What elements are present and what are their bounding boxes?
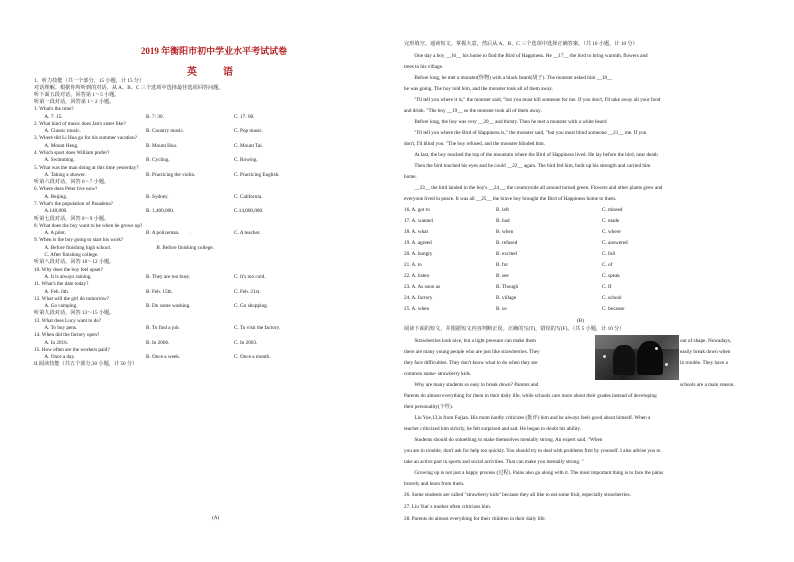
- question-line: [34, 318, 101, 324]
- question-option-b: B. Do some washing.: [146, 303, 191, 309]
- question-option-b: B. A policeman. .: [146, 230, 192, 236]
- question-text: 3. Where did Li Hua go for his summer vacation?: [34, 135, 138, 141]
- strawberry-kids-photo: [595, 335, 679, 380]
- question-text: 2. What kind of music does Jan's sister like?: [34, 121, 126, 127]
- question-option-b: B. In 2006.: [146, 340, 170, 346]
- question-line: [34, 186, 97, 192]
- cloze-text: __23__ the bird landed in the boy's __24__, the countryside all around turned green. Flowers and other plants grew and: [404, 185, 663, 191]
- question-text: A. 7: 15.: [34, 114, 63, 120]
- question-text: A. Taking a shower.: [34, 172, 86, 178]
- reading-text: Why are many students so easy to break down? Parents and: [404, 382, 539, 388]
- question-text: 听第六段对话，回答 6～7 小题。: [34, 179, 110, 185]
- cloze-option-option-c: C. of: [602, 262, 613, 268]
- cloze-option-text: 25. A. when: [404, 306, 430, 312]
- question-line: [34, 259, 114, 265]
- question-option-c: C. Go shopping.: [234, 303, 269, 309]
- cloze-option-option-b: B. see: [496, 273, 509, 279]
- cloze-line: [404, 41, 638, 47]
- question-option-b: B. They are too busy.: [146, 274, 191, 280]
- question-line: [34, 114, 255, 120]
- cloze-text: "I'll tell you where the Bird of Happiness is," the monster said, "but you must blind someone __21__ me. If you: [404, 130, 647, 136]
- question-text: II.阅读技能（共五个部分,30 小题，计 50 分）: [34, 361, 138, 367]
- question-line: [34, 85, 224, 91]
- cloze-text: One day a boy __16__ his home to find the Bird of Happiness. He __17__ the bird to bring warmth, flowers and: [404, 53, 648, 59]
- reading-line: [404, 470, 663, 476]
- cloze-text: home.: [404, 174, 417, 180]
- reading-text-right: easily break down when: [680, 349, 731, 355]
- question-line: [34, 296, 109, 302]
- reading-line: [404, 338, 732, 344]
- question-option-c: C. Rowing.: [234, 157, 258, 163]
- question-line: [34, 267, 103, 273]
- cloze-option-option-b: B. so: [496, 306, 507, 312]
- cloze-line: [404, 75, 612, 81]
- cloze-option-option-b: B. left: [496, 207, 509, 213]
- question-text: 13. What does Lucy want to do?: [34, 318, 102, 324]
- reading-text: Parents do almost everything for them in their daily life, while schools care more about their grades instead of developing: [404, 393, 657, 399]
- question-line: [34, 92, 120, 98]
- reading-line: [404, 426, 581, 432]
- question-text: A. Feb. 6th.: [34, 289, 70, 295]
- question-option-b: B. Practicing the violin.: [146, 172, 196, 178]
- reading-line: [404, 349, 731, 355]
- reading-text: 26. Some students are called "strawberry kids" because they all like to eat some fruit, especially strawberries.: [404, 492, 631, 498]
- cloze-option-line: [404, 262, 613, 268]
- cloze-option-option-c: C. school: [602, 295, 622, 301]
- question-line: [34, 121, 126, 127]
- question-text: 听第七段对话，回答 8～9 小题。: [34, 216, 110, 222]
- cloze-option-line: [404, 240, 628, 246]
- cloze-text: Before long, he met a monster(怪物) with a black beard(胡子). The monster asked him __18__: [404, 75, 613, 81]
- cloze-text: At last, the boy reached the top of the mountain where the Bird of Happiness lived. He lay before the bird, near death: [404, 152, 658, 158]
- reading-text: you are in trouble, don't ask for help too quickly. You should try to deal with problems first by yourself. I also advise you to: [404, 448, 661, 454]
- question-line: [34, 252, 98, 258]
- reading-text: Growing up is not just a happy process (过程). Pains also go along with it. The most important thing is to face the pains: [404, 470, 664, 476]
- cloze-text: don't, I'll blind you. "The boy refused, and the monster blinded him.: [404, 141, 545, 147]
- question-text: 12. What will the girl do tomorrow?: [34, 296, 109, 302]
- cloze-line: [404, 141, 545, 147]
- reading-text: they face difficulties. They don't know what to do when they are: [404, 360, 538, 366]
- cloze-option-line: [404, 207, 623, 213]
- question-option-c: C. In 2003.: [234, 340, 258, 346]
- cloze-option-line: [404, 273, 620, 279]
- reading-text: common name- strawberry kids.: [404, 371, 472, 377]
- question-text: A. Go camping.: [34, 303, 78, 309]
- cloze-line: [404, 108, 542, 114]
- reading-text: there are many young people who are just like strawberries. They: [404, 349, 540, 355]
- question-text: 5. What was the man doing at this time yesterday?: [34, 165, 139, 171]
- cloze-option-text: 16. A. got to: [404, 207, 430, 213]
- question-line: [34, 332, 99, 338]
- cloze-option-text: 23. A. As soon as: [404, 284, 441, 290]
- cloze-option-option-b: B. for: [496, 262, 509, 268]
- cloze-option-option-b: B. refused: [496, 240, 518, 246]
- question-text: 1. What's the time?: [34, 106, 74, 112]
- question-text: 听第九段对话，回答 13～15 小题。: [34, 310, 115, 316]
- right-column: [404, 0, 786, 562]
- question-text: 10. Why does the boy feel upset?: [34, 267, 103, 273]
- reading-line: [404, 459, 584, 465]
- question-text: 听下面五段对话，回答第 1～5 小题。: [34, 92, 120, 98]
- question-line: [34, 78, 144, 84]
- cloze-option-option-b: B. had: [496, 218, 510, 224]
- cloze-option-option-c: C. because: [602, 306, 625, 312]
- cloze-option-text: 22. A. listen: [404, 273, 430, 279]
- question-text: A. Once a day.: [34, 354, 76, 360]
- cloze-option-option-b: B. Though: [496, 284, 519, 290]
- question-option-c: C. 17: 00.: [234, 114, 255, 120]
- question-line: [34, 165, 139, 171]
- reading-line: [404, 326, 624, 332]
- question-option-b: B. Once a week.: [146, 354, 181, 360]
- question-line: [34, 289, 261, 295]
- question-text: 1、听力技能（共一个部分，15 小题，计 15 分）: [34, 78, 145, 84]
- reading-line: [404, 504, 491, 510]
- question-text: A. Before finishing high school.: [34, 245, 112, 251]
- question-option-c: C. Practicing English.: [234, 172, 280, 178]
- question-line: [34, 157, 258, 163]
- left-column: [34, 0, 400, 562]
- question-text: 14. When did the factory open?: [34, 332, 100, 338]
- cloze-option-text: 17. A. wanted: [404, 218, 433, 224]
- question-line: [34, 361, 137, 367]
- cloze-option-line: [404, 284, 612, 290]
- cloze-text: 完形填空。通读短文，掌握大意，然后从 A、B、C 三个选项中选择正确答案。（共 10 小题，计 10 分）: [404, 41, 638, 47]
- question-line: [34, 99, 114, 105]
- cloze-option-option-c: C. full: [602, 251, 616, 257]
- question-option-c: C. Mount Tai.: [234, 143, 263, 149]
- question-line: [34, 230, 261, 236]
- question-line: [34, 281, 88, 287]
- question-text: A. In 2016.: [34, 340, 69, 346]
- question-line: [34, 340, 258, 346]
- question-text: 4. Which sport does William prefer?: [34, 150, 110, 156]
- exam-subject: 英 语: [187, 67, 241, 78]
- question-option-c: C. Once a month.: [234, 354, 271, 360]
- question-line: [34, 237, 123, 243]
- question-line: [34, 106, 74, 112]
- question-line: [34, 201, 113, 207]
- question-line: [34, 303, 269, 309]
- reading-line: [404, 516, 546, 522]
- question-line: [34, 150, 109, 156]
- cloze-option-line: [404, 306, 625, 312]
- question-text: A. Beijing.: [34, 194, 68, 200]
- question-text: A. Swimming.: [34, 157, 75, 163]
- question-text: A. Mount Heng.: [34, 143, 79, 149]
- cloze-line: [404, 130, 646, 136]
- question-text: 对话理解。根据你所听到的对话，从 A、B、C 三个选项中选择最佳选项回答问题。: [34, 85, 224, 91]
- question-line: [34, 274, 266, 280]
- question-option-b: B. To find a job.: [146, 325, 180, 331]
- cloze-line: [404, 196, 616, 202]
- reading-line: [404, 437, 602, 443]
- cloze-option-option-c: C. made: [602, 218, 620, 224]
- reading-text-right: schools are a main reason.: [680, 382, 735, 388]
- question-line: [34, 216, 109, 222]
- question-option-b: B. Sydney.: [146, 194, 169, 200]
- cloze-line: [404, 119, 607, 125]
- reading-text-right: out of shape. Nowadays,: [680, 338, 732, 344]
- reading-text: Students should do something to make themselves mentally strong. An expert said, "When: [404, 437, 603, 443]
- reading-line: [404, 415, 650, 421]
- question-line: [34, 354, 271, 360]
- reading-line: [404, 393, 657, 399]
- question-line: [34, 128, 264, 134]
- question-option-c: C. A teacher.: [234, 230, 261, 236]
- reading-line: [404, 382, 735, 388]
- cloze-option-option-c: C. missed: [602, 207, 623, 213]
- reading-line: [404, 360, 728, 366]
- cloze-option-line: [404, 229, 621, 235]
- cloze-text: Before long, the boy was very __20__ and thirsty. Then he met a monster with a white beard: [404, 119, 607, 125]
- cloze-option-text: 21. A. to: [404, 262, 422, 268]
- reading-text: teacher criticized him strictly, he felt surprised and sad. He began to doubt his ability.: [404, 426, 581, 432]
- question-option-c: C. Pop music.: [234, 128, 264, 134]
- question-option-c: C. To visit the factory.: [234, 325, 281, 331]
- reading-text: Liu Yue,13,is from Fujian. His mom hardly criticizes (批评) him and he always feels good about himself. When a: [404, 415, 651, 421]
- page-label-a: (A): [212, 515, 220, 521]
- page-label-b: (B): [577, 318, 584, 324]
- question-line: [34, 245, 214, 251]
- cloze-option-option-b: B. when: [496, 229, 514, 235]
- question-text: 7. What's the population of Pasadena?: [34, 201, 113, 207]
- question-text: C. After finishing college.: [34, 252, 99, 258]
- question-text: A. A pilot.: [34, 230, 66, 236]
- reading-text: their personality(个性).: [404, 404, 453, 410]
- reading-line: [404, 448, 660, 454]
- question-option-b: B. 7: 30.: [146, 114, 164, 120]
- question-text: 听第八段对话，回答 10～12 小题。: [34, 259, 115, 265]
- question-line: [34, 143, 263, 149]
- cloze-line: [404, 152, 658, 158]
- question-text: A. To buy pens.: [34, 325, 78, 331]
- cloze-option-text: 20. A. hungry: [404, 251, 433, 257]
- question-line: [34, 179, 109, 185]
- question-option-b: B. 1,400,000.: [146, 208, 175, 214]
- question-line: [34, 135, 137, 141]
- cloze-text: everyone lived in peace. It was all __25__ the brave boy brought the Bird of Happiness home to them.: [404, 196, 617, 202]
- cloze-option-text: 19. A. agreed: [404, 240, 432, 246]
- reading-text-right: in trouble. They have a: [680, 360, 728, 366]
- cloze-line: [404, 185, 662, 191]
- reading-text: Strawberries look nice, but a light pressure can make them: [404, 338, 536, 344]
- question-option-c: C. California.: [234, 194, 263, 200]
- question-text: A. Classic music.: [34, 128, 81, 134]
- reading-line: [404, 481, 464, 487]
- cloze-line: [404, 53, 648, 59]
- question-text: 6. Where does Peter live now?: [34, 186, 98, 192]
- cloze-option-option-c: C. If: [602, 284, 612, 290]
- cloze-option-line: [404, 251, 616, 257]
- exam-title: 2019 年衡阳市初中学业水平考试试卷: [140, 46, 288, 56]
- reading-text: bravely and learn from them.: [404, 481, 465, 487]
- cloze-line: [404, 97, 660, 103]
- question-line: [34, 194, 263, 200]
- cloze-option-line: [404, 295, 622, 301]
- question-text: A. It is always raining.: [34, 274, 92, 280]
- cloze-text: he was going. The boy told him, and the monster took all of them away.: [404, 86, 553, 92]
- reading-line: [404, 371, 471, 377]
- question-option-b: B. Cycling.: [146, 157, 170, 163]
- question-text: 15. How often are the workers paid?: [34, 347, 110, 353]
- question-line: [34, 347, 110, 353]
- cloze-option-option-b: B. village: [496, 295, 517, 301]
- cloze-option-option-c: C. where: [602, 229, 621, 235]
- cloze-option-line: [404, 218, 620, 224]
- cloze-option-text: 24. A. factory: [404, 295, 433, 301]
- question-option-c: C. It's too cold.: [234, 274, 266, 280]
- reading-text: 阅读下面的短文，并根据短文内容判断正误。正确的写(T)，错误的写(F)。（共 5 小题，计 10 分）: [404, 326, 625, 332]
- question-option-c: C.14,000,000.: [234, 208, 264, 214]
- question-line: [34, 208, 264, 214]
- question-option-b: B. Feb. 15th.: [146, 289, 173, 295]
- question-option-b: B. Country music.: [146, 128, 185, 134]
- cloze-text: Then the bird touched his eyes and he could __22__ again. The bird fed him, built up his strength and carried him: [404, 163, 651, 169]
- question-text: 9. When is the boy going to start his work?: [34, 237, 124, 243]
- cloze-line: [404, 163, 650, 169]
- question-option-b: B. Mount Hua.: [146, 143, 178, 149]
- cloze-text: "I'll tell you where it is," the monster said, "but you must kill someone for me. If you don't, I'll take away all your food: [404, 97, 661, 103]
- question-option-c: C. Feb. 21st.: [234, 289, 261, 295]
- question-text: 听第一段对话，回答第 1～2 小题。: [34, 99, 115, 105]
- question-line: [34, 223, 142, 229]
- cloze-option-option-b: B. excited: [496, 251, 518, 257]
- cloze-option-option-c: C. answered: [602, 240, 628, 246]
- reading-line: [404, 404, 453, 410]
- cloze-line: [404, 64, 443, 70]
- reading-line: [404, 492, 631, 498]
- question-text: 11. What's the date today?: [34, 281, 89, 287]
- question-line: [34, 325, 281, 331]
- question-text: A.140,000.: [34, 208, 68, 214]
- cloze-line: [404, 174, 417, 180]
- question-option-b: B. Before finishing college.: [146, 245, 214, 251]
- reading-text: take an active part in sports and social activities. That can make you mentally strong. ": [404, 459, 584, 465]
- question-line: [34, 172, 280, 178]
- cloze-option-text: 18. A. what: [404, 229, 428, 235]
- reading-text: 27. Liu Yue' s mother often criticizes him.: [404, 504, 492, 510]
- reading-text: 28. Parents do almost everything for their children in their daily life.: [404, 516, 546, 522]
- cloze-text: trees to his village.: [404, 64, 444, 70]
- question-line: [34, 310, 114, 316]
- question-text: 8. What does the boy want to be when he grows up?: [34, 223, 143, 229]
- cloze-text: and drink. "The boy __19__ so the monster took all of them away.: [404, 108, 542, 114]
- cloze-option-option-c: C. speak: [602, 273, 620, 279]
- cloze-line: [404, 86, 553, 92]
